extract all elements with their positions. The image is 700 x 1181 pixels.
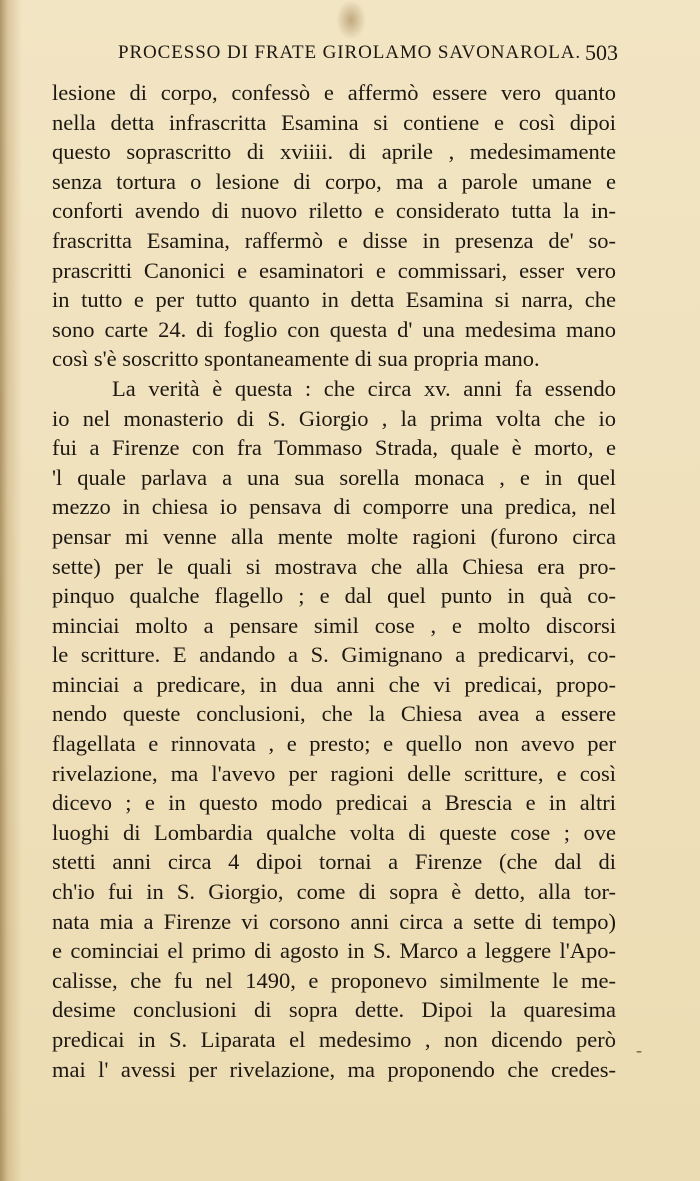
text-line: calisse, che fu nel 1490, e proponevo similmente le me- <box>52 967 616 993</box>
text-line: le scritture. E andando a S. Gimignano a predicarvi, co- <box>52 642 616 668</box>
text-line: minciai molto a pensare simil cose , e molto discorsi <box>52 612 616 638</box>
text-line: sette) per le quali si mostrava che alla Chiesa era pro- <box>52 553 616 579</box>
text-line: mai l' avessi per rivelazione, ma proponendo che credes- <box>52 1056 616 1082</box>
text-line: nella detta infrascritta Esamina si contiene e così dipoi <box>52 109 616 135</box>
text-line: nendo queste conclusioni, che la Chiesa avea a essere <box>52 701 616 727</box>
text-line: io nel monasterio di S. Giorgio , la prima volta che io <box>52 405 616 431</box>
text-line: stetti anni circa 4 dipoi tornai a Firenze (che dal di <box>52 849 616 875</box>
text-line: nata mia a Firenze vi corsono anni circa a sette di tempo) <box>52 908 616 934</box>
paper-stain <box>336 0 366 40</box>
running-title: PROCESSO DI FRATE GIROLAMO SAVONAROLA. <box>118 42 581 63</box>
text-line: così s'è soscritto spontaneamente di sua propria mano. <box>52 346 540 372</box>
text-line: e cominciai el primo di agosto in S. Marco a leggere l'Apo- <box>52 938 616 964</box>
text-line: mezzo in chiesa io pensava di comporre una predica, nel <box>52 494 616 520</box>
text-line: in tutto e per tutto quanto in detta Esamina si narra, che <box>52 287 616 313</box>
text-line: predicai in S. Liparata el medesimo , non dicendo però <box>52 1027 616 1052</box>
text-line: questo soprascritto di xviiii. di aprile , medesimamente <box>52 139 616 165</box>
text-line: luoghi di Lombardia qualche volta di queste cose ; ove <box>52 819 616 845</box>
text-line: lesione di corpo, confessò e affermò essere vero quanto <box>52 80 616 105</box>
text-line: pensar mi venne alla mente molte ragioni (furono circa <box>52 523 616 549</box>
text-line: rivelazione, ma l'avevo per ragioni delle scritture, e così <box>52 760 616 786</box>
text-line: fui a Firenze con fra Tommaso Strada, quale è morto, e <box>52 435 616 461</box>
text-line: frascritta Esamina, raffermò e disse in presenza de' so- <box>52 227 616 253</box>
margin-mark: - <box>636 1040 642 1060</box>
text-line: ch'io fui in S. Giorgio, come di sopra è detto, alla tor- <box>52 879 616 905</box>
text-line: senza tortura o lesione di corpo, ma a parole umane e <box>52 168 616 194</box>
text-line: pinquo qualche flagello ; e dal quel punto in quà co- <box>52 583 616 609</box>
page-header <box>118 38 618 68</box>
page-number: 503 <box>585 40 618 65</box>
paragraph-first-line: La verità è questa : che circa xv. anni fa essendo <box>112 375 616 401</box>
text-line: dicevo ; e in questo modo predicai a Brescia e in altri <box>52 790 616 816</box>
text-line: minciai a predicare, in dua anni che vi predicai, propo- <box>52 671 616 697</box>
text-line: prascritti Canonici e esaminatori e commissari, esser vero <box>52 257 616 283</box>
text-line: 'l quale parlava a una sua sorella monaca , e in quel <box>52 464 616 490</box>
text-line: flagellata e rinnovata , e presto; e quello non avevo per <box>52 731 616 757</box>
text-line: desime conclusioni di sopra dette. Dipoi la quaresima <box>52 997 616 1023</box>
text-line: sono carte 24. di foglio con questa d' una medesima mano <box>52 316 616 342</box>
text-line: conforti avendo di nuovo riletto e considerato tutta la in- <box>52 198 616 224</box>
body-text <box>52 78 616 1084</box>
